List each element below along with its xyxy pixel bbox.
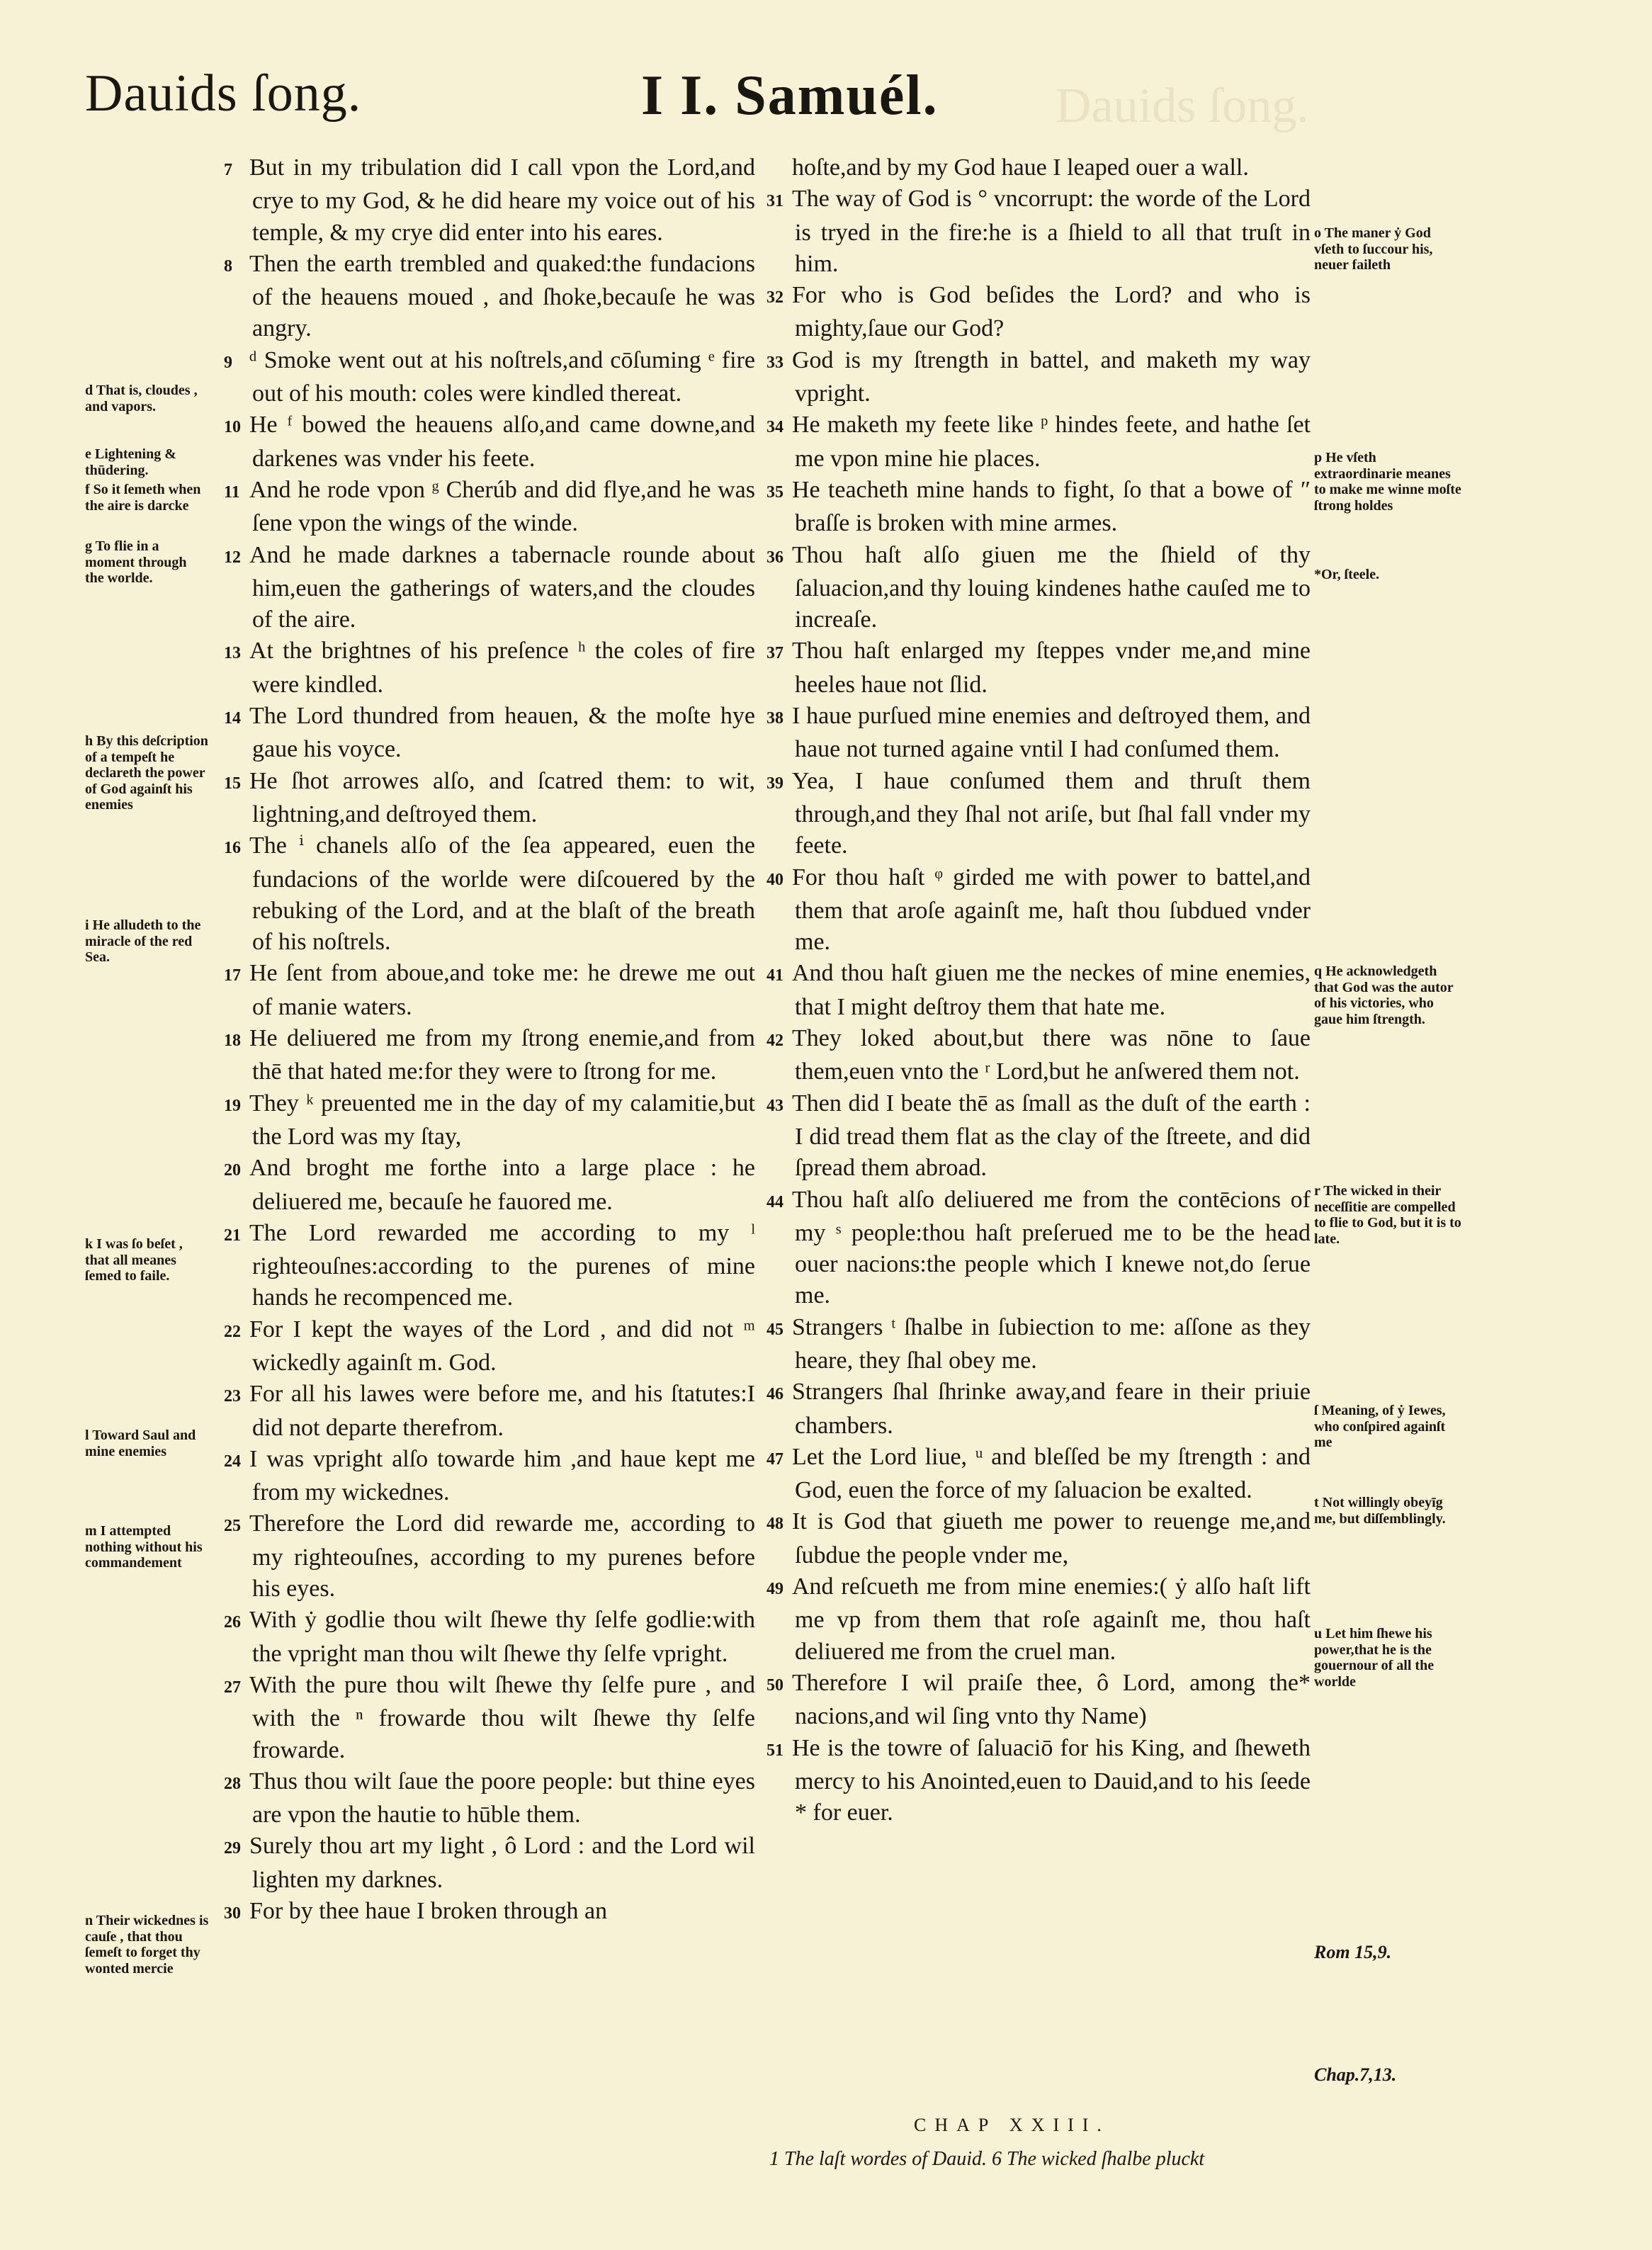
verse: 40 For thou haſt ᵠ girded me with power to battel,and them that aroſe againſt me, haſt thou ſubdued vnder me. [766, 864, 1311, 956]
verse: 17 He ſent from aboue,and toke me: he drewe me out of manie waters. [224, 960, 755, 1020]
verse: 18 He deliuered me from my ſtrong enemie,and from thē that hated me:for they were to ſtrong for me. [224, 1025, 755, 1085]
verse: 24 I was vpright alſo towarde him ,and haue kept me from my wickednes. [224, 1445, 755, 1506]
verse: 43 Then did I beate thē as ſmall as the duſt of the earth : I did tread them flat as the clay of the ſtreete, and did ſpread them abroad. [766, 1090, 1311, 1182]
note-g: g To flie in a moment through the worlde. [85, 538, 187, 586]
verse: 51 He is the towre of ſaluaciō for his King, and ſheweth mercy to his Anointed,euen to Dauid,and to his ſeede * for euer. [766, 1734, 1311, 1826]
left-text-column [224, 152, 755, 1929]
verse: 15 He ſhot arrowes alſo, and ſcatred them: to wit, lightning,and deſtroyed them. [224, 767, 755, 827]
verse: 20 And broght me forthe into a large place : he deliuered me, becauſe he fauored me. [224, 1155, 755, 1215]
bleed-through-text: Dauids ſong. [1056, 79, 1309, 133]
verse: hoſte,and by my God haue I leaped ouer a wall. [792, 154, 1249, 181]
note-l: l Toward Saul and mine enemies [85, 1428, 196, 1459]
verse: 16 The ⁱ chanels alſo of the ſea appeared, euen the fundacions of the worlde were diſcouered by the rebuking of the Lord, and at the blaſt of the breath of his noſtrels. [224, 832, 755, 956]
verse: 48 It is God that giueth me power to reuenge me,and ſubdue the people vnder me, [766, 1508, 1311, 1568]
verse: 47 Let the Lord liue, ᵘ and bleſſed be my ſtrength : and God, euen the force of my ſaluacion be exalted. [766, 1443, 1311, 1504]
verse: 29 Surely thou art my light , ô Lord : and the Lord wil lighten my darknes. [224, 1833, 755, 1893]
verse: 9 ᵈ Smoke went out at his noſtrels,and cōſuming ᵉ fire out of his mouth: coles were kindled thereat. [224, 346, 755, 407]
note-i: i He alludeth to the miracle of the red Sea. [85, 917, 201, 965]
verse: 21 The Lord rewarded me according to my ˡ righteouſnes:according to the purenes of mine hands he recompenced me. [224, 1219, 755, 1311]
note-f: f So it ſemeth when the aire is darcke [85, 482, 201, 514]
verse: 49 And reſcueth me from mine enemies:( ẏ alſo haſt lift me vp from them that roſe againſt me, thou haſt deliuered me from the cruel man. [766, 1573, 1311, 1665]
verse: 37 Thou haſt enlarged my ſteppes vnder me,and mine heeles haue not ſlid. [766, 638, 1311, 698]
verse: 42 They loked about,but there was nōne to ſaue them,euen vnto the ʳ Lord,but he anſwered them not. [766, 1025, 1311, 1085]
note-steele: *Or, ſteele. [1314, 567, 1380, 582]
verse: 36 Thou haſt alſo giuen me the ſhield of thy ſaluacion,and thy louing kindenes hathe cauſed me to increaſe. [766, 541, 1311, 633]
running-title: Dauids ſong. [85, 64, 362, 123]
verse: 7 But in my tribulation did I call vpon the Lord,and crye to my God, & he did heare my voice out of his temple, & my crye did enter into his eares. [224, 154, 755, 246]
chapter-summary: 1 The laſt wordes of Dauid. 6 The wicked ſhalbe pluckt [769, 2148, 1205, 2170]
note-h: h By this deſcription of a tempeſt he declareth the power of God againſt his enemies [85, 733, 208, 813]
note-o: o The maner ẏ God vſeth to ſuccour his, neuer faileth [1314, 225, 1433, 273]
note-p: p He vſeth extraordinarie meanes to make me winne moſte ſtrong holdes [1314, 450, 1461, 514]
note-m: m I attempted nothing without his commandement [85, 1523, 203, 1571]
verse: 25 Therefore the Lord did rewarde me, according to my righteouſnes, according to my purenes before his eyes. [224, 1510, 755, 1602]
chapter-heading: CHAP XXIII. [914, 2115, 1110, 2135]
note-rom: Rom 15,9. [1314, 1942, 1392, 1962]
verse: 32 For who is God beſides the Lord? and who is mighty,ſaue our God? [766, 282, 1311, 342]
verse: 41 And thou haſt giuen me the neckes of mine enemies, that I might deſtroy them that hate me. [766, 960, 1311, 1020]
verse: 30 For by thee haue I broken through an [224, 1898, 608, 1925]
verse: 12 And he made darknes a tabernacle rounde about him,euen the gatherings of waters,and the cloudes of the aire. [224, 541, 755, 633]
page-header [0, 64, 1652, 149]
verse: 23 For all his lawes were before me, and his ſtatutes:I did not departe therefrom. [224, 1381, 755, 1441]
verse: 8 Then the earth trembled and quaked:the fundacions of the heauens moued , and ſhoke,becauſe he was angry. [224, 250, 755, 342]
verse: 38 I haue purſued mine enemies and deſtroyed them, and haue not turned againe vntil I had conſumed them. [766, 703, 1311, 763]
verse: 13 At the brightnes of his preſence ʰ the coles of fire were kindled. [224, 638, 755, 698]
verse: 26 With ẏ godlie thou wilt ſhewe thy ſelfe godlie:with the vpright man thou wilt ſhewe thy ſelfe vpright. [224, 1607, 755, 1667]
verse: 35 He teacheth mine hands to fight, ſo that a bowe of ″ braſſe is broken with mine armes. [766, 476, 1311, 537]
note-k: k I was ſo beſet , that all meanes ſemed to faile. [85, 1236, 183, 1284]
note-n: n Their wickednes is cauſe , that thou ſemeſt to forget thy wonted mercie [85, 1913, 209, 1977]
verse: 44 Thou haſt alſo deliuered me from the contēcions of my ˢ people:thou haſt preſerued me to be the head ouer nacions:the people which I knewe not,do ſerue me. [766, 1186, 1311, 1309]
verse: 46 Strangers ſhal ſhrinke away,and feare in their priuie chambers. [766, 1379, 1311, 1439]
verse: 22 For I kept the wayes of the Lord , and did not ᵐ wickedly againſt m. God. [224, 1316, 755, 1376]
note-q: q He acknowledgeth that God was the autor of his victories, who gaue him ſtrength. [1314, 963, 1454, 1027]
note-s: ſ Meaning, of ẏ Iewes, who conſpired againſt me [1314, 1403, 1446, 1450]
verse: 27 With the pure thou wilt ſhewe thy ſelfe pure , and with the ⁿ frowarde thou wilt ſhewe thy ſelfe frowarde. [224, 1671, 755, 1763]
verse: 14 The Lord thundred from heauen, & the moſte hye gaue his voyce. [224, 703, 755, 763]
verse: 50 Therefore I wil praiſe thee, ô Lord, among the* nacions,and wil ſing vnto thy Name) [766, 1669, 1311, 1730]
note-chap: Chap.7,13. [1314, 2064, 1397, 2085]
verse: 10 He ᶠ bowed the heauens alſo,and came downe,and darkenes was vnder his feete. [224, 412, 755, 472]
note-d: d That is, cloudes , and vapors. [85, 383, 198, 414]
book-title: I I. Samuél. [641, 64, 939, 127]
note-r: r The wicked in their neceſſitie are compelled to flie to God, but it is to late. [1314, 1183, 1461, 1247]
verse: 31 The way of God is ° vncorrupt: the worde of the Lord is tryed in the fire:he is a ſhield to all that truſt in him. [766, 186, 1311, 277]
right-text-column [766, 152, 1311, 1828]
note-u: u Let him ſhewe his power,that he is the gouernour of all the worlde [1314, 1626, 1435, 1690]
verse: 33 God is my ſtrength in battel, and maketh my way vpright. [766, 346, 1311, 407]
verse: 45 Strangers ᵗ ſhalbe in ſubiection to me: aſſone as they heare, they ſhal obey me. [766, 1313, 1311, 1374]
note-t: t Not willingly obeyīg me, but diſſemblingly. [1314, 1495, 1446, 1527]
note-e: e Lightening & thūdering. [85, 446, 176, 478]
verse: 19 They ᵏ preuented me in the day of my calamitie,but the Lord was my ſtay, [224, 1090, 755, 1150]
verse: 28 Thus thou wilt ſaue the poore people: but thine eyes are vpon the hautie to hūble them. [224, 1768, 755, 1828]
verse: 11 And he rode vpon ᵍ Cherúb and did flye,and he was ſene vpon the wings of the winde. [224, 476, 755, 537]
verse: 39 Yea, I haue conſumed them and thruſt them through,and they ſhal not ariſe, but ſhal fall vnder my feete. [766, 767, 1311, 859]
verse: 34 He maketh my feete like ᵖ hindes feete, and hathe ſet me vpon mine hie places. [766, 412, 1311, 472]
